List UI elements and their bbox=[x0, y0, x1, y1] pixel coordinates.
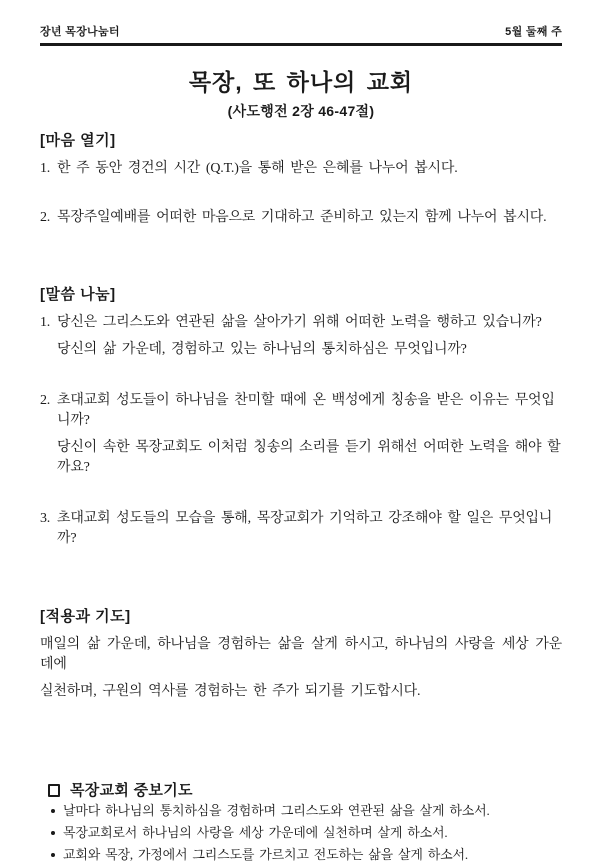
section-application-prayer bbox=[40, 549, 562, 702]
paragraph-line: 매일의 삶 가운데, 하나님을 경험하는 삶을 살게 하시고, 하나님의 사랑을 세상 가운데에 bbox=[40, 637, 562, 672]
item-text: 당신은 그리스도와 연관된 삶을 살아가기 위해 어떠한 노력을 행하고 있습니까? bbox=[57, 315, 542, 330]
item-number: 2. bbox=[40, 393, 51, 408]
numbered-item bbox=[40, 391, 562, 478]
item-number: 3. bbox=[40, 511, 51, 526]
item-number: 1. bbox=[40, 161, 51, 176]
prayer-heading-row bbox=[48, 782, 562, 800]
section-word-sharing bbox=[40, 228, 562, 549]
prayer-item bbox=[50, 822, 562, 844]
numbered-item bbox=[40, 208, 562, 228]
item-number: 1. bbox=[40, 315, 51, 330]
numbered-item bbox=[40, 159, 562, 179]
square-bullet-icon bbox=[48, 784, 60, 797]
item-text: 초대교회 성도들의 모습을 통해, 목장교회가 기억하고 강조해야 할 일은 무엇입니까? bbox=[57, 511, 553, 546]
prayer-item-text: 교회와 목장, 가정에서 그리스도를 가르치고 전도하는 삶을 살게 하소서. bbox=[63, 847, 468, 862]
intercession-prayer-block bbox=[40, 702, 562, 866]
prayer-heading: 목장교회 중보기도 bbox=[70, 782, 193, 799]
header-week-label: 5월 둘째 주 bbox=[505, 26, 562, 38]
page-header bbox=[40, 25, 562, 39]
prayer-item bbox=[50, 800, 562, 822]
section-heading: [마음 열기] bbox=[40, 132, 116, 149]
item-text: 당신이 속한 목장교회도 이처럼 칭송의 소리를 듣기 위해선 어떠한 노력을 해야 할까요? bbox=[57, 440, 561, 475]
header-left-label: 장년 목장나눔터 bbox=[40, 26, 120, 38]
item-text: 초대교회 성도들이 하나님을 찬미할 때에 온 백성에게 칭송을 받은 이유는 무엇입니까? bbox=[57, 393, 555, 428]
header-rule bbox=[40, 43, 562, 46]
section-mind-opening bbox=[40, 120, 562, 228]
numbered-item bbox=[40, 313, 562, 360]
scripture-reference: (사도행전 2장 46-47절) bbox=[227, 103, 375, 119]
section-heading: [말씀 나눔] bbox=[40, 286, 116, 303]
page-title: 목장, 또 하나의 교회 bbox=[188, 69, 414, 95]
prayer-item-text: 날마다 하나님의 통치하심을 경험하며 그리스도와 연관된 삶을 살게 하소서. bbox=[63, 803, 490, 818]
prayer-item bbox=[50, 844, 562, 866]
item-text: 목장주일예배를 어떠한 마음으로 기대하고 준비하고 있는지 함께 나누어 봅시다. bbox=[57, 210, 547, 225]
item-text: 당신의 삶 가운데, 경험하고 있는 하나님의 통치하심은 무엇입니까? bbox=[57, 342, 467, 357]
prayer-item-text: 목장교회로서 하나님의 사랑을 세상 가운데에 실천하며 살게 하소서. bbox=[63, 825, 448, 840]
numbered-item bbox=[40, 509, 562, 549]
item-text: 한 주 동안 경건의 시간 (Q.T.)을 통해 받은 은혜를 나누어 봅시다. bbox=[57, 161, 458, 176]
paragraph-line: 실천하며, 구원의 역사를 경험하는 한 주가 되기를 기도합시다. bbox=[40, 684, 421, 699]
section-heading: [적용과 기도] bbox=[40, 608, 131, 625]
item-number: 2. bbox=[40, 210, 51, 225]
